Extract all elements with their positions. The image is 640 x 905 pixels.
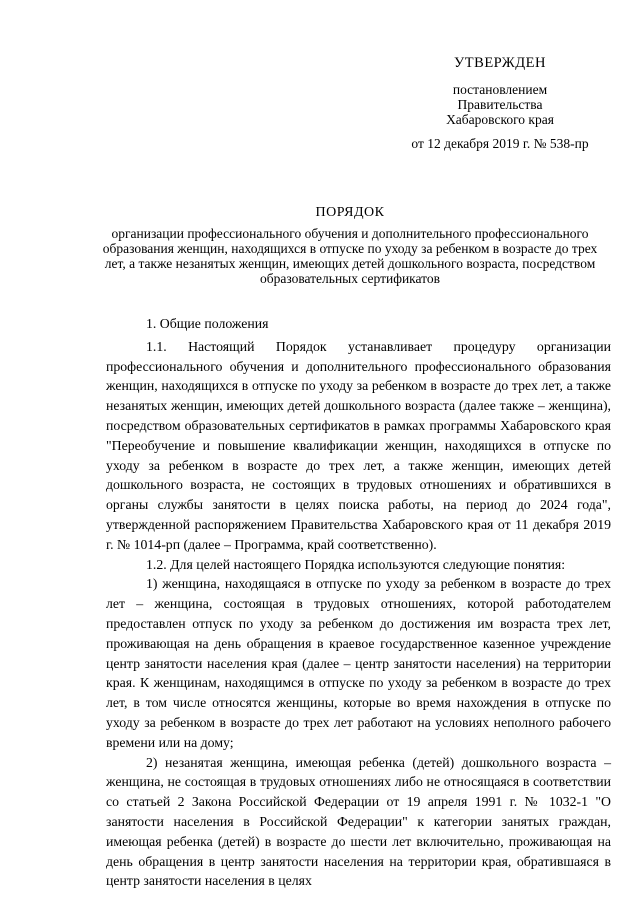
document-title: ПОРЯДОК [315, 205, 385, 220]
approval-block [380, 56, 620, 151]
approval-line: Правительства [457, 97, 543, 112]
approval-line: постановлением [452, 82, 548, 97]
paragraph: 1.1. Настоящий Порядок устанавливает процедуру организации профессионального обучения и дополнительного профессионального образования женщин, находящихся в отпуске по уходу за ребенком в возрасте до трех лет, а также незанятых женщин, имеющих детей дошкольного возраста (далее также – женщина), посредством образовательных сертификатов в рамках программы Хабаровского края "Переобучение и повышение квалификации женщин, находящихся в отпуске по уходу за ребенком в возрасте до трех лет, а также женщин, имеющих детей дошкольного возраста, не состоящих в трудовых отношениях и обратившихся в органы службы занятости в целях поиска работы, на период до 2024 года", утвержденной распоряжением Правительства Хабаровского края от 11 декабря 2019 г. № 1014-рп (далее – Программа, край соответственно). [106, 338, 611, 552]
paragraph: 1) женщина, находящаяся в отпуске по уходу за ребенком в возрасте до трех лет – женщина, состоящая в трудовых отношениях, которой работодателем предоставлен отпуск по уходу за ребенком до достижения им возраста трех лет, проживающая на день обращения в краевое государственное казенное учреждение центр занятости населения края (далее – центр занятости населения) на территории края. К женщинам, находящимся в отпуске по уходу за ребенком в возрасте до трех лет, в том числе относятся женщины, которые во время нахождения в отпуске по уходу за ребенком в возрасте до трех лет работают на условиях неполного рабочего времени или на дому; [106, 576, 611, 750]
section-heading: 1. Общие положения [146, 316, 269, 331]
approval-line: Хабаровского края [446, 112, 554, 127]
document-body [106, 314, 611, 891]
approval-date: от 12 декабря 2019 г. № 538-пр [411, 136, 589, 151]
document-subtitle: организации профессионального обучения и дополнительного профессионального образования женщин, находящихся в отпуске по уходу за ребенком в возрасте до трех лет, а также незанятых женщин, имеющих детей дошкольного возраста, посредством образовательных сертификатов [102, 226, 598, 286]
paragraph: 1.2. Для целей настоящего Порядка используются следующие понятия: [146, 556, 566, 572]
approved-stamp: УТВЕРЖДЕН [454, 55, 546, 71]
paragraph: 2) незанятая женщина, имеющая ребенка (детей) дошкольного возраста – женщина, не состоящая в трудовых отношениях либо не относящаяся в соответствии со статьей 2 Закона Российской Федерации от 19 апреля 1991 г. № 1032-1 "О занятости населения в Российской Федерации" к категории занятых граждан, имеющая ребенка (детей) в возрасте до шести лет включительно, проживающая на день обращения в центр занятости населения на территории края, обратившаяся в центр занятости населения в целях [106, 754, 611, 889]
